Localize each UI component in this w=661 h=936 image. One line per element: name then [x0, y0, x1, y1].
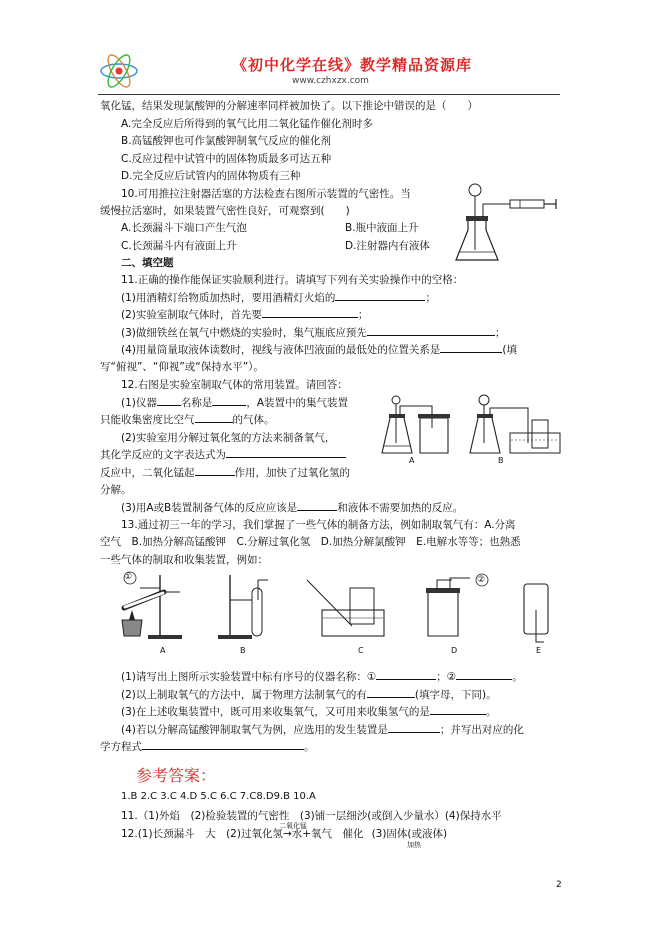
q12-s1: (1)仪器 名称是 ，A装置中的集气装置 — [121, 397, 349, 409]
q10-option-c: C.长颈漏斗内有液面上升 — [121, 240, 237, 252]
blank — [142, 739, 304, 750]
q10-stem-1: 10.可用推拉注射器活塞的方法检查右图所示装置的气密性。当 — [121, 188, 411, 200]
blank — [367, 325, 495, 336]
q13-fig-label-d: D — [451, 646, 458, 655]
blank — [388, 722, 440, 733]
blank — [226, 447, 346, 458]
answers-line-3: 12.(1)长颈漏斗 大 (2)过氧化氢 二氧化锰 →水+氧气 催化 (3)固体(或液体) — [121, 822, 448, 840]
q12-s2c: 反应中，二氧化锰起 作用，加快了过氧化氢的 — [100, 467, 350, 479]
q12-fig-label-a: A — [409, 456, 415, 465]
q12-s1-cont: 只能收集密度比空气 的气体。 — [100, 414, 275, 426]
page-number: 2 — [556, 880, 562, 890]
q12-stem: 12.右图是实验室制取气体的常用装置。请回答： — [121, 379, 348, 391]
blank — [297, 500, 337, 511]
q9-option-c: C.反应过程中试管中的固体物质最多可达五种 — [121, 153, 332, 165]
q10-option-b: B.瓶中液面上升 — [345, 222, 419, 234]
q12-apparatus-figure — [378, 388, 564, 468]
q12-fig-label-b: B — [498, 456, 504, 465]
blank — [456, 669, 512, 680]
q13-s1: (1)请写出上图所示实验装置中标有序号的仪器名称：① ；② 。 — [121, 671, 523, 683]
q10-apparatus-figure — [450, 180, 560, 270]
q11-s1: (1)用酒精灯给物质加热时，要用酒精灯火焰的 ； — [121, 292, 436, 304]
catalyst-note: 二氧化锰 — [278, 822, 307, 830]
q13-fig-label-c: C — [358, 646, 364, 655]
q11-s2: (2)实验室制取气体时，首先要 ； — [121, 309, 369, 321]
blank — [335, 290, 425, 301]
q9-option-d: D.完全反应后试管内的固体物质有三种 — [121, 170, 301, 182]
blank — [262, 307, 358, 318]
q11-s4: (4)用量筒量取液体读数时，视线与液体凹液面的最低处的位置关系是 (填 — [121, 344, 517, 356]
blank — [157, 395, 181, 406]
q13-s4: (4)若以分解高锰酸钾制取氧气为例，应选用的发生装置是 ；并写出对应的化 — [121, 724, 524, 736]
q13-apparatus-figure — [112, 570, 562, 655]
blank — [212, 395, 246, 406]
q13-mark-1: ① — [124, 572, 133, 582]
q11-stem: 11.正确的操作能保证实验顺利进行。请填写下列有关实验操作中的空格： — [121, 274, 464, 286]
header-rule — [98, 94, 560, 95]
header-title: 《初中化学在线》教学精品资源库 — [232, 56, 473, 74]
q13-mark-2: ② — [477, 575, 486, 585]
q13-fig-label-e: E — [536, 646, 542, 655]
header-logo — [98, 50, 140, 92]
blank — [440, 342, 502, 353]
q12-s2b: 其化学反应的文字表达式为 — [100, 447, 346, 462]
q13-stem-2: 空气 B.加热分解高锰酸钾 C.分解过氧化氢 D.加热分解氯酸钾 E.电解水等等；也熟悉 — [100, 536, 521, 548]
header-url: www.czhxzx.com — [292, 76, 369, 86]
q13-stem-3: 一些气体的制取和收集装置，例如： — [100, 554, 268, 566]
blank — [367, 687, 415, 698]
q9-stem: 氧化锰，结果发现氯酸钾的分解速率同样被加快了。以下推论中错误的是（ ） — [100, 100, 478, 112]
q10-option-d: D.注射器内有液体 — [345, 240, 430, 252]
q12-s3: (3)用A或B装置制备气体的反应应该是 和液体不需要加热的反应。 — [121, 502, 464, 514]
q13-s2: (2)以上制取氧气的方法中，属于物理方法制氧气的有 (填字母，下同)。 — [121, 689, 497, 701]
q9-option-b: B.高锰酸钾也可作氯酸钾制氧气反应的催化剂 — [121, 135, 332, 147]
answers-title: 参考答案： — [136, 766, 217, 785]
blank — [376, 669, 436, 680]
heat-note: 加热 — [407, 841, 421, 849]
answers-line-1: 1.B 2.C 3.C 4.D 5.C 6.C 7.C8.D9.B 10.A — [121, 791, 316, 802]
q13-stem-1: 13.通过初三一年的学习，我们掌握了一些气体的制备方法，例如制取氧气有：A.分离 — [121, 519, 516, 531]
q11-s3: (3)做细铁丝在氧气中燃烧的实验时，集气瓶底应预先 ； — [121, 327, 506, 339]
blank — [430, 704, 486, 715]
q10-option-a: A.长颈漏斗下端口产生气泡 — [121, 222, 247, 234]
blank — [195, 465, 235, 476]
answers-line-2: 11.（1)外焰 (2)检验装置的气密性 (3)铺一层细沙(或倒入少量水）(4)保持水平 — [121, 810, 502, 822]
q13-fig-label-b: B — [240, 646, 246, 655]
section-title: 二、填空题 — [121, 257, 174, 269]
q13-s4-cont: 学方程式 。 — [100, 741, 315, 753]
q9-option-a: A.完全反应后所得到的氧气比用二氧化锰作催化剂时多 — [121, 118, 373, 130]
q13-fig-label-a: A — [160, 646, 166, 655]
q11-s4-cont: 写“俯视”、“仰视”或“保持水平”）。 — [100, 361, 264, 373]
q12-s2e: 分解。 — [100, 484, 132, 496]
blank — [195, 412, 233, 423]
q13-s3: (3)在上述收集装置中，既可用来收集氧气，又可用来收集氢气的是 。 — [121, 706, 497, 718]
q10-stem-2: 缓慢拉活塞时，如果装置气密性良好，可观察到( ) — [100, 205, 350, 217]
q12-s2a: (2)实验室用分解过氧化氢的方法来制备氧气， — [121, 432, 336, 444]
